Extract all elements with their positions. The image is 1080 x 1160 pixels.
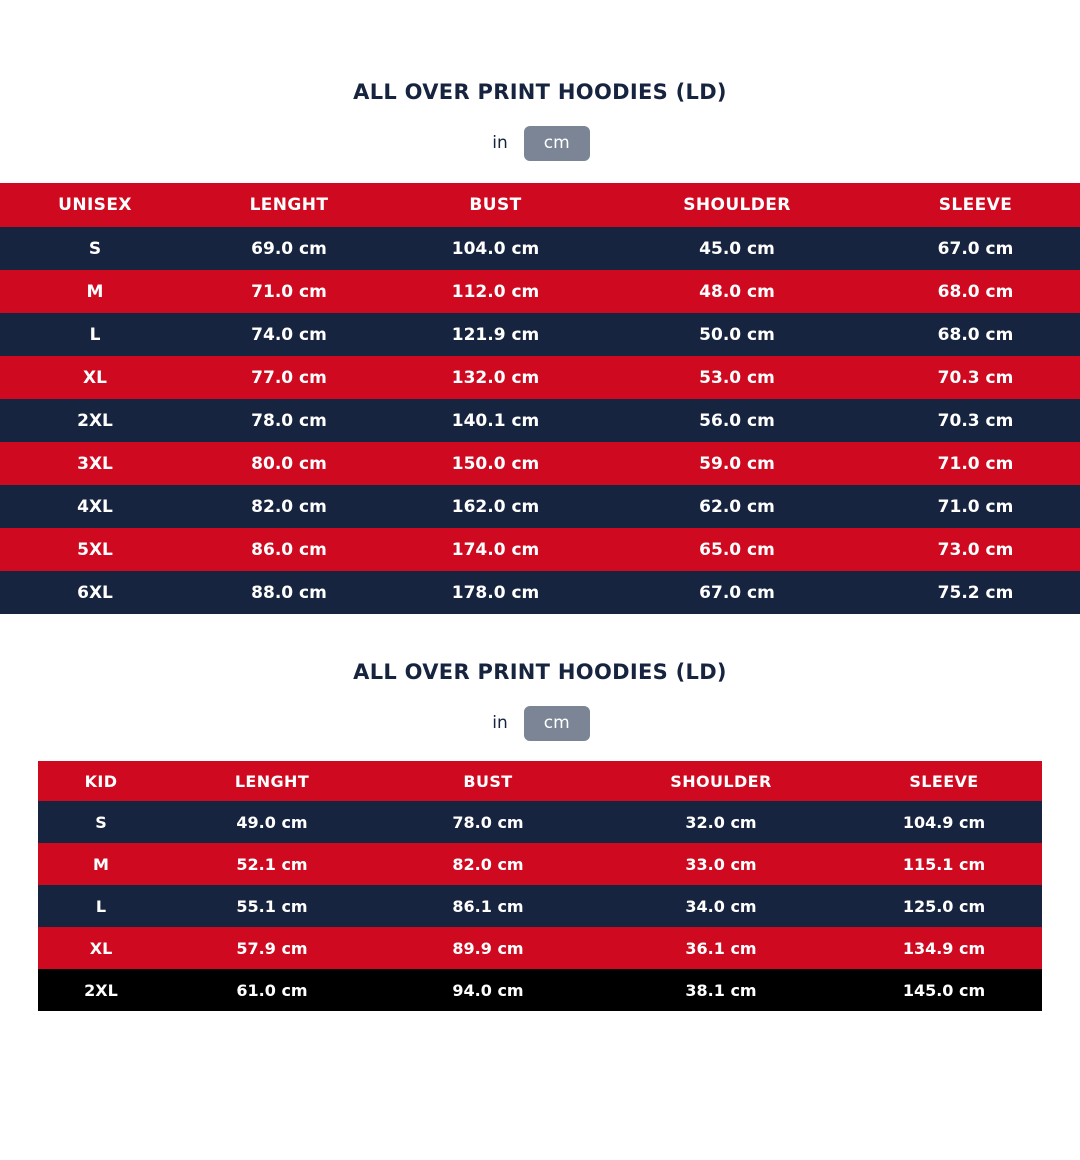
table-row bbox=[0, 485, 1080, 528]
cell-length: 88.0 cm bbox=[190, 571, 388, 614]
cell-length: 57.9 cm bbox=[164, 927, 380, 969]
unit-toggle-kid[interactable] bbox=[0, 706, 1080, 741]
cell-bust: 121.9 cm bbox=[388, 313, 603, 356]
table-row bbox=[38, 969, 1042, 1011]
cell-length: 86.0 cm bbox=[190, 528, 388, 571]
cell-bust: 104.0 cm bbox=[388, 227, 603, 270]
cell-size: M bbox=[0, 270, 190, 313]
cell-bust: 112.0 cm bbox=[388, 270, 603, 313]
cell-length: 55.1 cm bbox=[164, 885, 380, 927]
column-header-length: LENGHT bbox=[164, 761, 380, 801]
cell-shoulder: 56.0 cm bbox=[603, 399, 871, 442]
cell-bust: 78.0 cm bbox=[380, 801, 596, 843]
cell-sleeve: 104.9 cm bbox=[846, 801, 1042, 843]
kid-size-table bbox=[38, 761, 1042, 1011]
column-header-bust: BUST bbox=[380, 761, 596, 801]
cell-shoulder: 48.0 cm bbox=[603, 270, 871, 313]
cell-shoulder: 62.0 cm bbox=[603, 485, 871, 528]
cell-size: M bbox=[38, 843, 164, 885]
cell-bust: 86.1 cm bbox=[380, 885, 596, 927]
cell-shoulder: 36.1 cm bbox=[596, 927, 846, 969]
unit-toggle-unisex[interactable] bbox=[0, 126, 1080, 161]
cell-sleeve: 134.9 cm bbox=[846, 927, 1042, 969]
cell-shoulder: 53.0 cm bbox=[603, 356, 871, 399]
cell-bust: 89.9 cm bbox=[380, 927, 596, 969]
cell-shoulder: 33.0 cm bbox=[596, 843, 846, 885]
table-row bbox=[38, 927, 1042, 969]
cell-sleeve: 73.0 cm bbox=[871, 528, 1080, 571]
cell-shoulder: 59.0 cm bbox=[603, 442, 871, 485]
column-header-sleeve: SLEEVE bbox=[846, 761, 1042, 801]
table-row bbox=[38, 843, 1042, 885]
column-header-shoulder: SHOULDER bbox=[603, 183, 871, 227]
unit-option-cm-kid[interactable]: cm bbox=[524, 706, 590, 741]
page-title-unisex: ALL OVER PRINT HOODIES (LD) bbox=[353, 80, 727, 104]
unit-option-cm-unisex[interactable]: cm bbox=[524, 126, 590, 161]
column-header-kid: KID bbox=[38, 761, 164, 801]
kid-size-section bbox=[0, 660, 1080, 1011]
table-row bbox=[0, 571, 1080, 614]
cell-size: S bbox=[38, 801, 164, 843]
cell-length: 49.0 cm bbox=[164, 801, 380, 843]
cell-length: 78.0 cm bbox=[190, 399, 388, 442]
column-header-unisex: UNISEX bbox=[0, 183, 190, 227]
cell-sleeve: 70.3 cm bbox=[871, 399, 1080, 442]
table-row bbox=[0, 270, 1080, 313]
cell-sleeve: 75.2 cm bbox=[871, 571, 1080, 614]
cell-shoulder: 67.0 cm bbox=[603, 571, 871, 614]
cell-length: 61.0 cm bbox=[164, 969, 380, 1011]
table-row bbox=[0, 227, 1080, 270]
unit-option-inches-unisex[interactable]: in bbox=[492, 133, 508, 153]
cell-size: 4XL bbox=[0, 485, 190, 528]
column-header-sleeve: SLEEVE bbox=[871, 183, 1080, 227]
cell-bust: 174.0 cm bbox=[388, 528, 603, 571]
cell-size: L bbox=[38, 885, 164, 927]
cell-size: 2XL bbox=[0, 399, 190, 442]
cell-sleeve: 68.0 cm bbox=[871, 313, 1080, 356]
cell-sleeve: 71.0 cm bbox=[871, 485, 1080, 528]
cell-shoulder: 32.0 cm bbox=[596, 801, 846, 843]
table-row bbox=[38, 801, 1042, 843]
cell-shoulder: 38.1 cm bbox=[596, 969, 846, 1011]
column-header-length: LENGHT bbox=[190, 183, 388, 227]
table-header-row-kid bbox=[38, 761, 1042, 801]
cell-sleeve: 71.0 cm bbox=[871, 442, 1080, 485]
table-header-row-unisex bbox=[0, 183, 1080, 227]
cell-size: S bbox=[0, 227, 190, 270]
cell-bust: 132.0 cm bbox=[388, 356, 603, 399]
table-row bbox=[0, 399, 1080, 442]
cell-sleeve: 125.0 cm bbox=[846, 885, 1042, 927]
column-header-shoulder: SHOULDER bbox=[596, 761, 846, 801]
size-chart-page bbox=[0, 80, 1080, 1160]
cell-size: 6XL bbox=[0, 571, 190, 614]
cell-bust: 140.1 cm bbox=[388, 399, 603, 442]
kid-table-wrapper bbox=[38, 761, 1042, 1011]
cell-length: 69.0 cm bbox=[190, 227, 388, 270]
cell-size: XL bbox=[0, 356, 190, 399]
unisex-size-table bbox=[0, 183, 1080, 614]
column-header-bust: BUST bbox=[388, 183, 603, 227]
cell-length: 82.0 cm bbox=[190, 485, 388, 528]
cell-length: 71.0 cm bbox=[190, 270, 388, 313]
cell-length: 52.1 cm bbox=[164, 843, 380, 885]
cell-length: 80.0 cm bbox=[190, 442, 388, 485]
unit-option-inches-kid[interactable]: in bbox=[492, 713, 508, 733]
cell-bust: 94.0 cm bbox=[380, 969, 596, 1011]
cell-shoulder: 34.0 cm bbox=[596, 885, 846, 927]
cell-length: 77.0 cm bbox=[190, 356, 388, 399]
cell-sleeve: 68.0 cm bbox=[871, 270, 1080, 313]
cell-size: L bbox=[0, 313, 190, 356]
table-row bbox=[0, 528, 1080, 571]
table-row bbox=[0, 356, 1080, 399]
cell-size: 5XL bbox=[0, 528, 190, 571]
table-row bbox=[0, 442, 1080, 485]
cell-shoulder: 65.0 cm bbox=[603, 528, 871, 571]
cell-sleeve: 67.0 cm bbox=[871, 227, 1080, 270]
cell-bust: 82.0 cm bbox=[380, 843, 596, 885]
cell-shoulder: 50.0 cm bbox=[603, 313, 871, 356]
cell-sleeve: 70.3 cm bbox=[871, 356, 1080, 399]
cell-size: 2XL bbox=[38, 969, 164, 1011]
cell-sleeve: 115.1 cm bbox=[846, 843, 1042, 885]
cell-size: XL bbox=[38, 927, 164, 969]
cell-shoulder: 45.0 cm bbox=[603, 227, 871, 270]
cell-bust: 178.0 cm bbox=[388, 571, 603, 614]
table-row bbox=[38, 885, 1042, 927]
cell-bust: 150.0 cm bbox=[388, 442, 603, 485]
cell-length: 74.0 cm bbox=[190, 313, 388, 356]
cell-size: 3XL bbox=[0, 442, 190, 485]
table-row bbox=[0, 313, 1080, 356]
cell-sleeve: 145.0 cm bbox=[846, 969, 1042, 1011]
unisex-size-section bbox=[0, 80, 1080, 614]
cell-bust: 162.0 cm bbox=[388, 485, 603, 528]
page-title-kid: ALL OVER PRINT HOODIES (LD) bbox=[353, 660, 727, 684]
